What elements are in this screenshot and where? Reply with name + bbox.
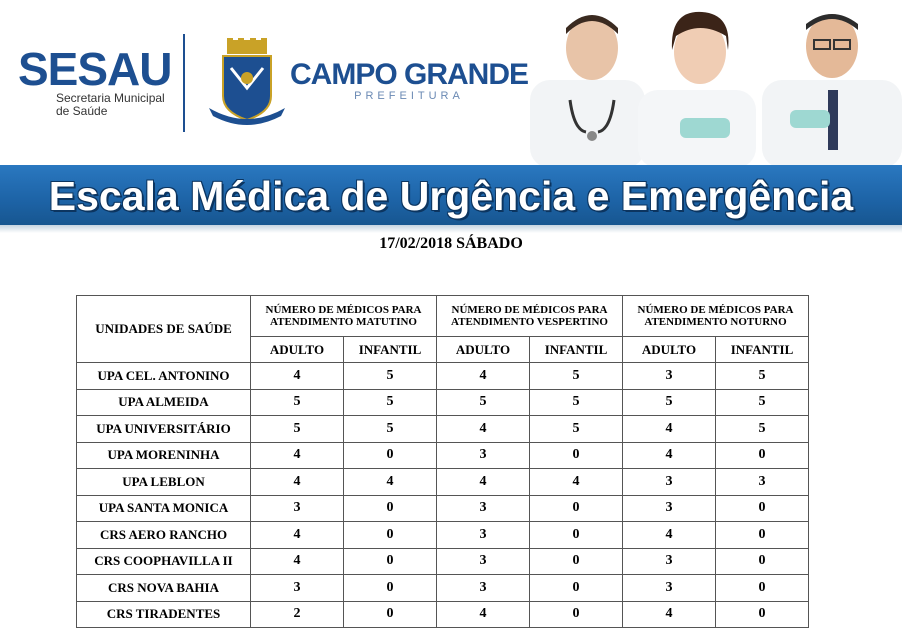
subheader-cell: ADULTO: [251, 337, 344, 363]
sesau-subtitle-line2: de Saúde: [56, 104, 108, 118]
doctor-count-cell: 3: [623, 363, 716, 390]
unit-name-cell: UPA MORENINHA: [77, 442, 251, 469]
table-row: [77, 575, 809, 602]
doctor-count-cell: 4: [623, 601, 716, 628]
table-row: [77, 363, 809, 390]
doctor-count-cell: 4: [251, 363, 344, 390]
doctor-count-cell: 4: [437, 469, 530, 496]
doctor-count-cell: 4: [251, 548, 344, 575]
unit-name-cell: UPA UNIVERSITÁRIO: [77, 416, 251, 443]
subheader-cell: INFANTIL: [716, 337, 809, 363]
doctor-count-cell: 4: [344, 469, 437, 496]
unit-name-cell: UPA LEBLON: [77, 469, 251, 496]
doctor-count-cell: 0: [716, 522, 809, 549]
doctor-count-cell: 3: [251, 575, 344, 602]
city-crest-icon: [205, 38, 289, 128]
group-header-vespertino: NÚMERO DE MÉDICOS PARA ATENDIMENTO VESPERTINO: [437, 296, 623, 337]
unit-name-cell: UPA ALMEIDA: [77, 389, 251, 416]
table-row: [77, 495, 809, 522]
table-header-row: [77, 296, 809, 337]
doctor-count-cell: 0: [716, 575, 809, 602]
city-title: CAMPO GRANDE: [290, 58, 529, 91]
doctor-count-cell: 5: [344, 416, 437, 443]
doctor-count-cell: 0: [344, 575, 437, 602]
doctor-count-cell: 3: [716, 469, 809, 496]
doctor-count-cell: 3: [437, 548, 530, 575]
doctor-count-cell: 5: [716, 416, 809, 443]
doctor-count-cell: 0: [344, 522, 437, 549]
doctor-count-cell: 5: [623, 389, 716, 416]
doctor-count-cell: 0: [530, 442, 623, 469]
doctor-count-cell: 0: [530, 575, 623, 602]
doctor-count-cell: 3: [623, 495, 716, 522]
subheader-cell: ADULTO: [437, 337, 530, 363]
doctor-count-cell: 0: [716, 442, 809, 469]
doctor-count-cell: 3: [437, 575, 530, 602]
doctor-count-cell: 3: [437, 442, 530, 469]
doctor-count-cell: 5: [251, 416, 344, 443]
unit-name-cell: CRS NOVA BAHIA: [77, 575, 251, 602]
doctor-count-cell: 4: [251, 522, 344, 549]
table-row: [77, 548, 809, 575]
doctor-count-cell: 4: [437, 363, 530, 390]
doctor-count-cell: 0: [716, 495, 809, 522]
city-logo: [290, 60, 528, 102]
header-divider: [183, 34, 185, 132]
doctor-count-cell: 4: [437, 416, 530, 443]
schedule-table: [76, 295, 809, 628]
banner-shadow: [0, 225, 902, 233]
doctor-count-cell: 4: [437, 601, 530, 628]
doctor-count-cell: 4: [623, 442, 716, 469]
doctor-count-cell: 4: [251, 469, 344, 496]
unit-name-cell: UPA SANTA MONICA: [77, 495, 251, 522]
doctor-count-cell: 0: [344, 601, 437, 628]
table-row: [77, 522, 809, 549]
doctor-count-cell: 3: [623, 548, 716, 575]
unit-name-cell: CRS TIRADENTES: [77, 601, 251, 628]
group-header-noturno: NÚMERO DE MÉDICOS PARA ATENDIMENTO NOTURNO: [623, 296, 809, 337]
doctor-count-cell: 2: [251, 601, 344, 628]
doctor-count-cell: 3: [251, 495, 344, 522]
doctor-count-cell: 5: [530, 416, 623, 443]
doctor-count-cell: 5: [251, 389, 344, 416]
unit-name-cell: UPA CEL. ANTONINO: [77, 363, 251, 390]
header: [0, 0, 902, 165]
doctor-count-cell: 4: [530, 469, 623, 496]
doctor-count-cell: 5: [716, 389, 809, 416]
table-row: [77, 389, 809, 416]
doctor-count-cell: 3: [437, 495, 530, 522]
subheader-cell: INFANTIL: [530, 337, 623, 363]
doctor-count-cell: 0: [344, 442, 437, 469]
unit-name-cell: CRS COOPHAVILLA II: [77, 548, 251, 575]
doctor-count-cell: 3: [623, 469, 716, 496]
sesau-subtitle-line1: Secretaria Municipal: [56, 91, 165, 105]
doctor-count-cell: 5: [530, 363, 623, 390]
unit-column-header: UNIDADES DE SAÚDE: [77, 296, 251, 363]
table-row: [77, 469, 809, 496]
table-row: [77, 442, 809, 469]
sesau-logo: [18, 43, 172, 118]
doctor-count-cell: 5: [437, 389, 530, 416]
unit-name-cell: CRS AERO RANCHO: [77, 522, 251, 549]
doctor-count-cell: 0: [344, 495, 437, 522]
doctor-count-cell: 5: [530, 389, 623, 416]
doctor-count-cell: 3: [437, 522, 530, 549]
subheader-cell: INFANTIL: [344, 337, 437, 363]
doctor-count-cell: 0: [530, 601, 623, 628]
city-subtitle: PREFEITURA: [354, 90, 464, 102]
doctor-count-cell: 4: [623, 416, 716, 443]
doctor-count-cell: 5: [716, 363, 809, 390]
doctor-count-cell: 0: [716, 548, 809, 575]
sesau-logo-text: SESAU: [18, 43, 172, 95]
doctors-photo-illustration: [530, 0, 902, 168]
doctor-count-cell: 0: [530, 522, 623, 549]
schedule-date: 17/02/2018 SÁBADO: [379, 235, 523, 252]
table-row: [77, 601, 809, 628]
doctor-count-cell: 5: [344, 363, 437, 390]
doctor-count-cell: 0: [344, 548, 437, 575]
group-header-matutino: NÚMERO DE MÉDICOS PARA ATENDIMENTO MATUTINO: [251, 296, 437, 337]
table-row: [77, 416, 809, 443]
doctor-count-cell: 0: [530, 548, 623, 575]
doctor-count-cell: 0: [530, 495, 623, 522]
doctor-count-cell: 5: [344, 389, 437, 416]
doctor-count-cell: 0: [716, 601, 809, 628]
doctor-count-cell: 3: [623, 575, 716, 602]
doctor-count-cell: 4: [251, 442, 344, 469]
subheader-cell: ADULTO: [623, 337, 716, 363]
doctor-count-cell: 4: [623, 522, 716, 549]
banner-title: Escala Médica de Urgência e Emergência: [48, 173, 854, 219]
